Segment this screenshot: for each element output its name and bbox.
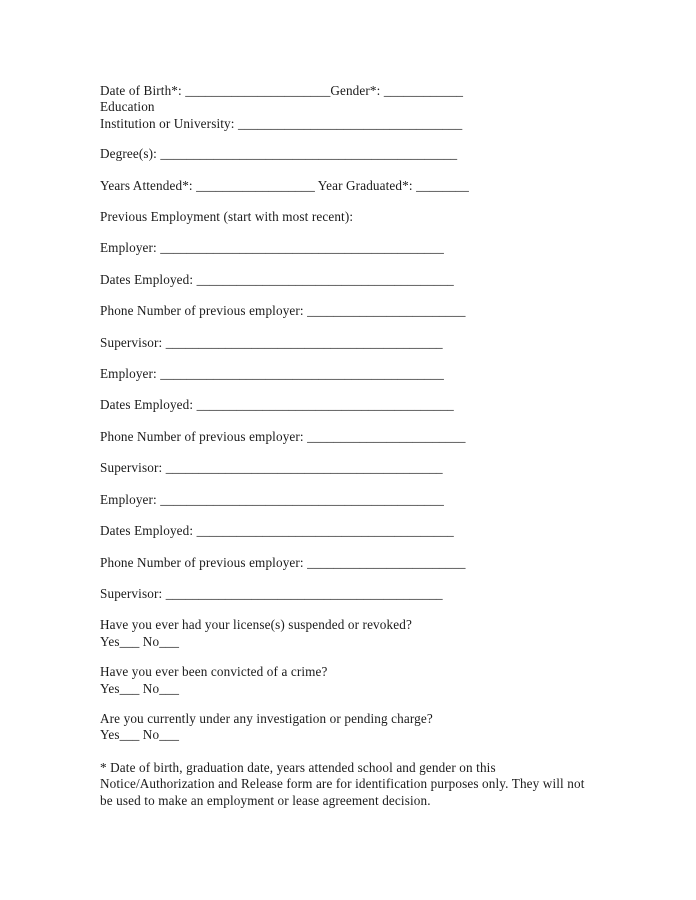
degrees-input-line[interactable]: _____________________________________________ xyxy=(160,146,458,162)
employer-input-line[interactable]: ___________________________________________ xyxy=(160,366,444,382)
phone-number-input-line[interactable]: ________________________ xyxy=(307,554,466,570)
date-of-birth-label: Date of Birth*: xyxy=(100,83,186,98)
dates-employed-label: Dates Employed: xyxy=(100,523,197,539)
gender-input-line[interactable]: ____________ xyxy=(383,83,463,98)
phone-number-label: Phone Number of previous employer: xyxy=(100,554,308,570)
supervisor-input-line[interactable]: __________________________________________ xyxy=(165,334,443,350)
dates-employed-label: Dates Employed: xyxy=(100,397,197,413)
spacer xyxy=(100,132,600,146)
no-label: No xyxy=(139,727,160,743)
dates-employed-row xyxy=(100,397,600,413)
phone-number-row xyxy=(100,303,600,319)
employer-row xyxy=(100,366,600,382)
supervisor-row xyxy=(100,586,600,602)
supervisor-input-line[interactable]: __________________________________________ xyxy=(165,585,443,601)
phone-number-input-line[interactable]: ________________________ xyxy=(307,428,466,444)
no-checkbox-line[interactable]: ___ xyxy=(159,727,179,743)
footnote-text: * Date of birth, graduation date, years attended school and gender on this Notice/Authorization and Release form are for identification purposes only. They will not be used to make an employment or lease agreement decision. xyxy=(100,759,585,808)
yes-checkbox-line[interactable]: ___ xyxy=(119,633,140,649)
education-heading: Education xyxy=(100,99,155,115)
question-text: Are you currently under any investigation or pending charge? xyxy=(100,710,433,726)
supervisor-input-line[interactable]: __________________________________________ xyxy=(165,460,443,476)
yes-no-row xyxy=(100,727,600,743)
spacer xyxy=(100,650,600,664)
phone-number-input-line[interactable]: ________________________ xyxy=(307,303,466,319)
no-label: No xyxy=(139,680,160,696)
supervisor-label: Supervisor: xyxy=(100,585,166,601)
employer-input-line[interactable]: ___________________________________________ xyxy=(160,240,444,256)
supervisor-row xyxy=(100,335,600,351)
degrees-label: Degree(s): xyxy=(100,146,161,162)
no-checkbox-line[interactable]: ___ xyxy=(159,633,179,649)
institution-input-line[interactable]: __________________________________ xyxy=(238,115,463,131)
spacer xyxy=(100,163,600,178)
employer-row xyxy=(100,492,600,508)
phone-number-label: Phone Number of previous employer: xyxy=(100,303,308,319)
years-attended-row xyxy=(100,178,600,194)
spacer xyxy=(100,697,600,711)
supervisor-label: Supervisor: xyxy=(100,460,166,476)
yes-label: Yes xyxy=(100,633,120,649)
institution-label: Institution or University: xyxy=(100,115,238,131)
yes-label: Yes xyxy=(100,727,120,743)
supervisor-label: Supervisor: xyxy=(100,334,166,350)
date-of-birth-row xyxy=(100,83,600,99)
dates-employed-input-line[interactable]: _______________________________________ xyxy=(196,271,454,287)
question-text: Have you ever been convicted of a crime? xyxy=(100,664,328,680)
dates-employed-input-line[interactable]: _______________________________________ xyxy=(196,523,454,539)
phone-number-row xyxy=(100,555,600,571)
yes-no-row xyxy=(100,681,600,697)
employer-label: Employer: xyxy=(100,366,161,382)
spacer xyxy=(100,602,600,617)
no-label: No xyxy=(139,633,160,649)
employer-row xyxy=(100,240,600,256)
date-of-birth-input-line[interactable]: ______________________ xyxy=(185,83,331,98)
dates-employed-label: Dates Employed: xyxy=(100,271,197,287)
question-text: Have you ever had your license(s) suspended or revoked? xyxy=(100,617,412,633)
degrees-row xyxy=(100,146,600,162)
yes-checkbox-line[interactable]: ___ xyxy=(119,680,140,696)
dates-employed-input-line[interactable]: _______________________________________ xyxy=(196,397,454,413)
yes-no-row xyxy=(100,634,600,650)
employer-input-line[interactable]: ___________________________________________ xyxy=(160,491,444,507)
years-attended-input-line[interactable]: __________________ xyxy=(196,177,315,193)
previous-employment-heading: Previous Employment (start with most recent): xyxy=(100,209,354,225)
phone-number-label: Phone Number of previous employer: xyxy=(100,428,308,444)
dates-employed-row xyxy=(100,523,600,539)
employer-label: Employer: xyxy=(100,491,161,507)
supervisor-row xyxy=(100,460,600,476)
years-attended-label: Years Attended*: xyxy=(100,177,197,193)
year-graduated-label: Year Graduated*: xyxy=(314,177,417,193)
institution-row xyxy=(100,116,600,132)
spacer xyxy=(100,744,600,760)
yes-label: Yes xyxy=(100,680,120,696)
employer-label: Employer: xyxy=(100,240,161,256)
dates-employed-row xyxy=(100,272,600,288)
yes-checkbox-line[interactable]: ___ xyxy=(119,727,140,743)
year-graduated-input-line[interactable]: ________ xyxy=(416,177,469,193)
phone-number-row xyxy=(100,429,600,445)
no-checkbox-line[interactable]: ___ xyxy=(159,680,179,696)
gender-label: Gender*: xyxy=(330,83,384,98)
form-page xyxy=(100,83,600,809)
spacer xyxy=(100,194,600,209)
